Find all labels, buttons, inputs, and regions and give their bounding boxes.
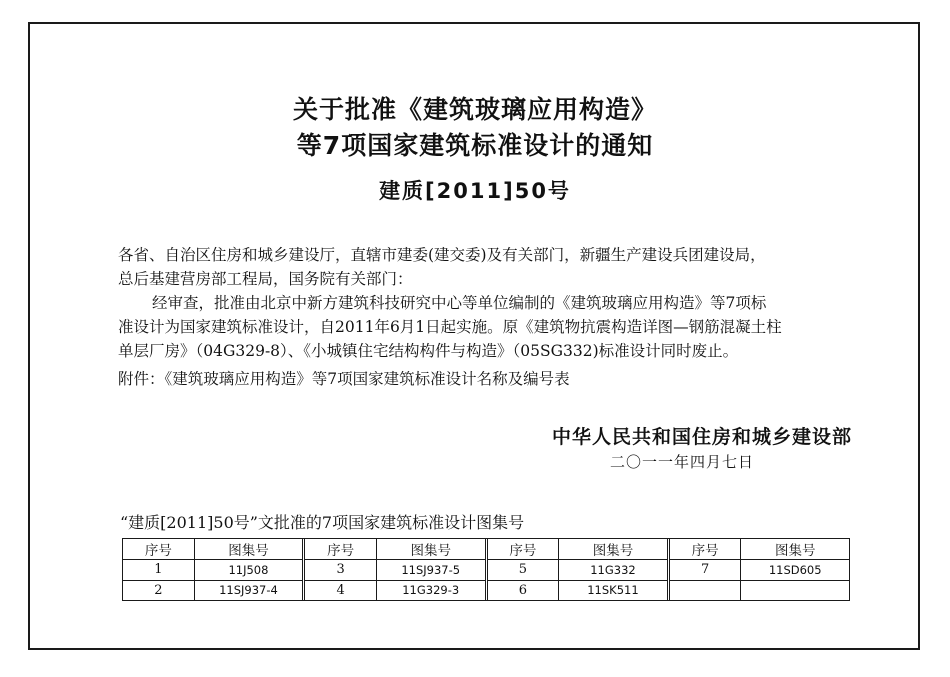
- seq-cell: 4: [305, 581, 377, 601]
- notice-title-line2: 等7项国家建筑标准设计的通知: [296, 131, 654, 160]
- table-group-1: [123, 539, 302, 600]
- header-seq: 序号: [305, 539, 377, 559]
- body-line-1: 经审查，批准由北京中新方建筑科技研究中心等单位编制的《建筑玻璃应用构造》等7项标: [152, 294, 767, 312]
- addressee-line-2: 总后基建营房部工程局，国务院有关部门：: [118, 270, 413, 288]
- addressee-line-1: 各省、自治区住房和城乡建设厅，直辖市建委(建交委)及有关部门，新疆生产建设兵团建设局，: [118, 246, 766, 264]
- seq-cell: [670, 581, 742, 601]
- header-seq: 序号: [670, 539, 742, 559]
- table-group-2: [302, 539, 484, 600]
- attachment-line: 附件：《建筑玻璃应用构造》等7项国家建筑标准设计名称及编号表: [118, 370, 570, 388]
- seq-cell: 5: [488, 560, 560, 580]
- table-row: [488, 560, 667, 581]
- table-group-3: [485, 539, 667, 600]
- header-seq: 序号: [488, 539, 560, 559]
- body-line-3: 单层厂房》（04G329-8）、《小城镇住宅结构构件与构造》（05SG332)标准设计同时废止。: [118, 342, 739, 360]
- table-group-4: [667, 539, 849, 600]
- table-row: [123, 581, 302, 601]
- code-cell: 11SJ937-4: [219, 583, 278, 598]
- addressee-paragraph: [118, 243, 858, 291]
- code-cell: 11SK511: [587, 583, 639, 598]
- table-row: [670, 581, 849, 601]
- code-cell: [741, 581, 849, 601]
- code-cell: 11SJ937-5: [401, 562, 461, 577]
- code-cell: 11SD605: [768, 562, 822, 577]
- atlas-number-table: [122, 538, 850, 601]
- document-number: 建质[2011]50号: [379, 179, 571, 203]
- seq-cell: 1: [123, 560, 195, 580]
- table-row: [123, 560, 302, 581]
- table-row: [305, 581, 484, 601]
- header-seq: 序号: [123, 539, 195, 559]
- table-row: [488, 581, 667, 601]
- header-code: 图集号: [774, 543, 816, 559]
- header-code: 图集号: [410, 543, 451, 559]
- seq-cell: 6: [488, 581, 560, 601]
- issue-date: 二〇一一年四月七日: [610, 453, 755, 471]
- header-code: 图集号: [228, 543, 269, 559]
- table-header-row: [488, 539, 667, 560]
- seq-cell: 3: [305, 560, 377, 580]
- table-header-row: [123, 539, 302, 560]
- table-row: [670, 560, 849, 581]
- body-line-2: 准设计为国家建筑标准设计，自2011年6月1日起实施。原《建筑物抗震构造详图—钢筋混凝土柱: [118, 318, 782, 336]
- issuer-signature: 中华人民共和国住房和城乡建设部: [551, 426, 852, 448]
- body-paragraph: [118, 291, 858, 363]
- header-code: 图集号: [592, 543, 634, 559]
- table-caption: “建质[2011]50号”文批准的7项国家建筑标准设计图集号: [120, 513, 525, 532]
- table-row: [305, 560, 484, 581]
- table-header-row: [305, 539, 484, 560]
- table-header-row: [670, 539, 849, 560]
- notice-title-line1: 关于批准《建筑玻璃应用构造》: [292, 95, 657, 124]
- code-cell: 11G332: [590, 562, 636, 577]
- seq-cell: 7: [670, 560, 742, 580]
- seq-cell: 2: [123, 581, 195, 601]
- code-cell: 11G329-3: [402, 583, 460, 598]
- code-cell: 11J508: [228, 562, 269, 577]
